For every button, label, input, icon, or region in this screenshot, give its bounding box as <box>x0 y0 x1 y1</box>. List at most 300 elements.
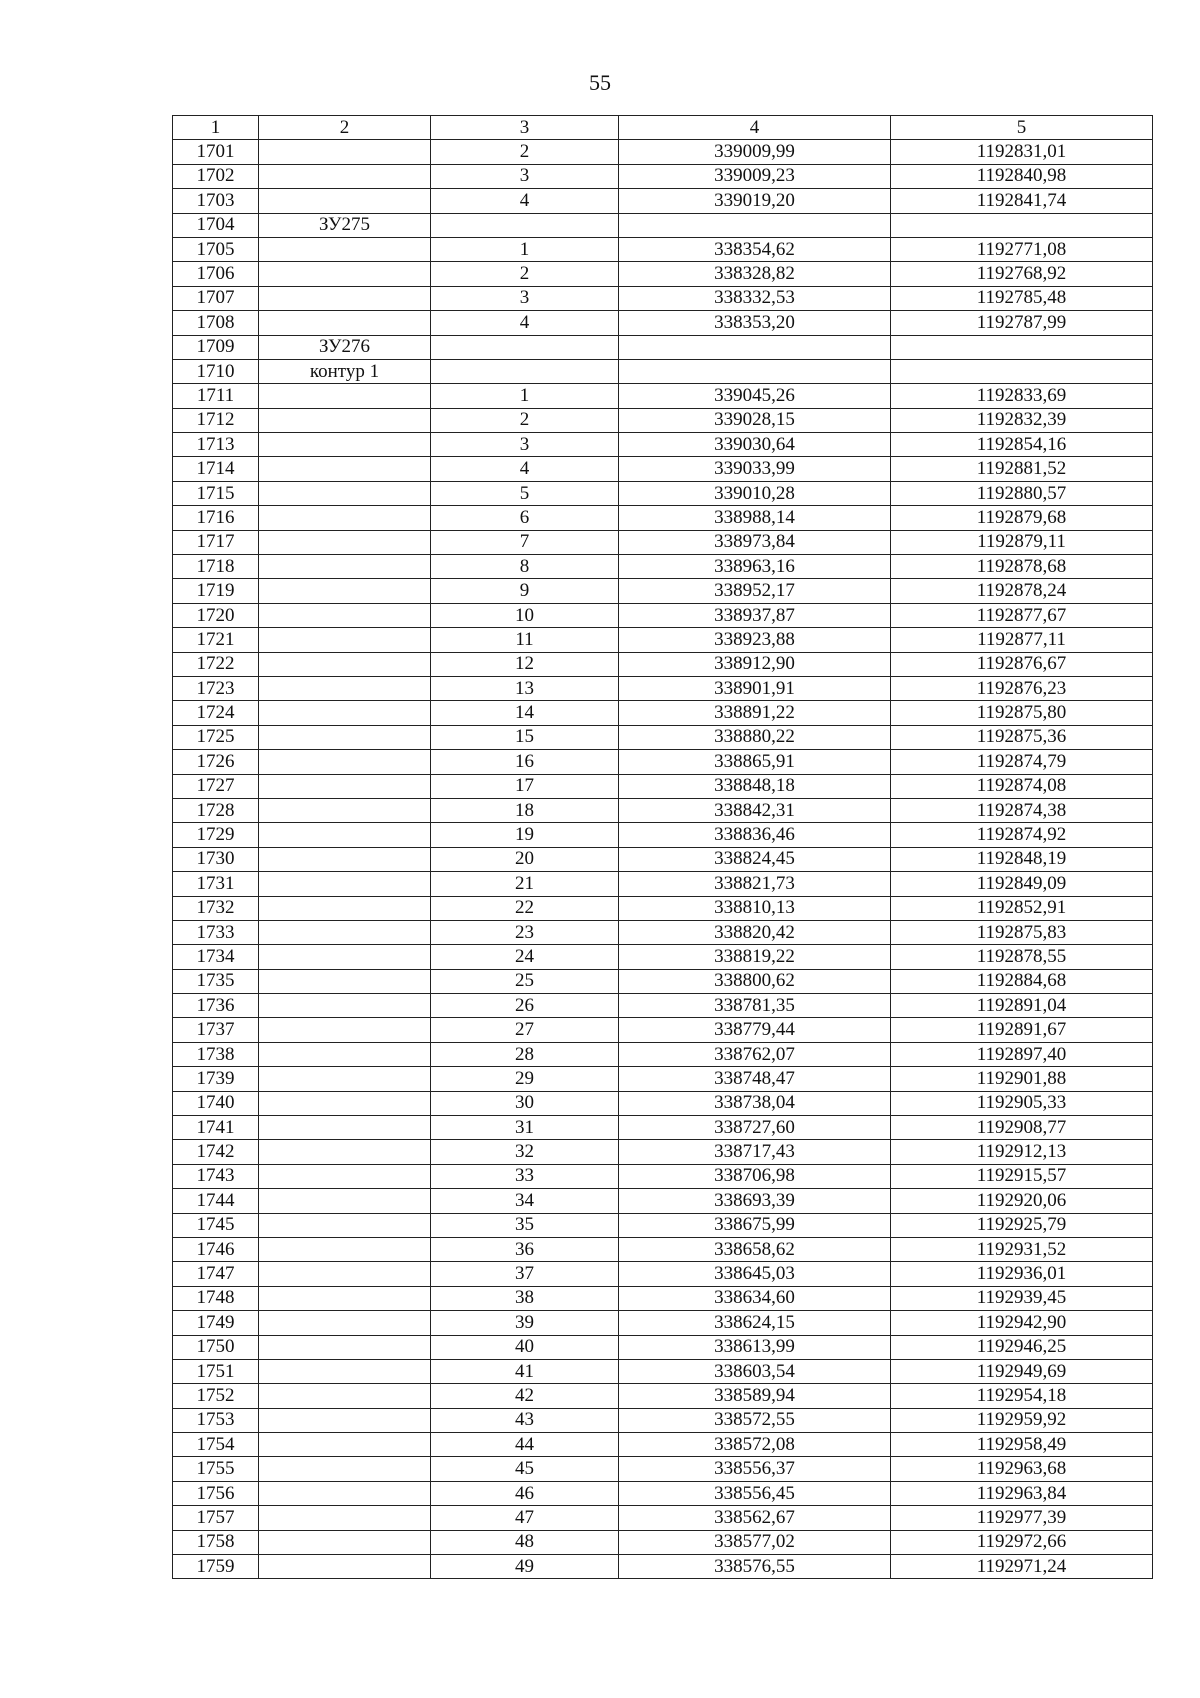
point-number-cell: 6 <box>431 506 619 530</box>
table-row <box>173 213 1153 237</box>
coordinate-y-cell <box>891 335 1153 359</box>
coordinate-y-cell: 1192878,68 <box>891 555 1153 579</box>
parcel-label-cell <box>259 1067 431 1091</box>
point-number-cell: 7 <box>431 530 619 554</box>
row-number-cell: 1754 <box>173 1433 259 1457</box>
coordinate-y-cell <box>891 213 1153 237</box>
point-number-cell: 48 <box>431 1530 619 1554</box>
table-row <box>173 1237 1153 1261</box>
coordinate-y-cell: 1192881,52 <box>891 457 1153 481</box>
parcel-label-cell <box>259 311 431 335</box>
table-row <box>173 725 1153 749</box>
parcel-label-cell <box>259 1213 431 1237</box>
coordinate-y-cell: 1192891,04 <box>891 994 1153 1018</box>
coordinate-y-cell: 1192832,39 <box>891 408 1153 432</box>
row-number-cell: 1726 <box>173 750 259 774</box>
point-number-cell: 29 <box>431 1067 619 1091</box>
point-number-cell: 40 <box>431 1335 619 1359</box>
row-number-cell: 1733 <box>173 920 259 944</box>
coordinate-y-cell: 1192931,52 <box>891 1237 1153 1261</box>
table-row <box>173 311 1153 335</box>
row-number-cell: 1708 <box>173 311 259 335</box>
table-row <box>173 140 1153 164</box>
parcel-label-cell <box>259 262 431 286</box>
point-number-cell: 30 <box>431 1091 619 1115</box>
parcel-label-cell <box>259 701 431 725</box>
coordinate-x-cell: 338645,03 <box>619 1262 891 1286</box>
parcel-label-cell <box>259 1042 431 1066</box>
row-number-cell: 1740 <box>173 1091 259 1115</box>
parcel-label-cell <box>259 481 431 505</box>
table-row <box>173 359 1153 383</box>
coordinate-y-cell: 1192879,11 <box>891 530 1153 554</box>
table-row <box>173 1091 1153 1115</box>
row-number-cell: 1722 <box>173 652 259 676</box>
coordinate-x-cell: 338354,62 <box>619 237 891 261</box>
point-number-cell <box>431 335 619 359</box>
parcel-label-cell <box>259 433 431 457</box>
coordinate-y-cell: 1192831,01 <box>891 140 1153 164</box>
table-row <box>173 189 1153 213</box>
point-number-cell: 41 <box>431 1359 619 1383</box>
point-number-cell: 2 <box>431 408 619 432</box>
coordinate-x-cell: 338624,15 <box>619 1311 891 1335</box>
point-number-cell: 22 <box>431 896 619 920</box>
coordinate-y-cell: 1192954,18 <box>891 1384 1153 1408</box>
parcel-label-cell <box>259 676 431 700</box>
point-number-cell: 4 <box>431 189 619 213</box>
parcel-label-cell <box>259 1384 431 1408</box>
coordinate-x-cell <box>619 359 891 383</box>
parcel-label-cell <box>259 847 431 871</box>
parcel-label-cell <box>259 1189 431 1213</box>
row-number-cell: 1736 <box>173 994 259 1018</box>
coordinate-y-cell: 1192915,57 <box>891 1164 1153 1188</box>
coordinate-y-cell: 1192949,69 <box>891 1359 1153 1383</box>
coordinate-y-cell: 1192876,67 <box>891 652 1153 676</box>
point-number-cell: 37 <box>431 1262 619 1286</box>
row-number-cell: 1715 <box>173 481 259 505</box>
coordinate-x-cell: 338353,20 <box>619 311 891 335</box>
table-row <box>173 823 1153 847</box>
coordinate-y-cell: 1192785,48 <box>891 286 1153 310</box>
coordinate-x-cell: 338556,45 <box>619 1481 891 1505</box>
coordinate-y-cell: 1192908,77 <box>891 1116 1153 1140</box>
parcel-label-cell <box>259 969 431 993</box>
row-number-cell: 1734 <box>173 945 259 969</box>
parcel-label-cell <box>259 1116 431 1140</box>
coordinate-x-cell: 338572,08 <box>619 1433 891 1457</box>
coordinate-x-cell: 339009,99 <box>619 140 891 164</box>
row-number-cell: 1712 <box>173 408 259 432</box>
parcel-label-cell <box>259 945 431 969</box>
table-row <box>173 701 1153 725</box>
coordinate-y-cell: 1192905,33 <box>891 1091 1153 1115</box>
point-number-cell: 4 <box>431 457 619 481</box>
parcel-label-cell <box>259 1311 431 1335</box>
parcel-label-cell <box>259 798 431 822</box>
coordinate-y-cell: 1192936,01 <box>891 1262 1153 1286</box>
row-number-cell: 1719 <box>173 579 259 603</box>
row-number-cell: 1744 <box>173 1189 259 1213</box>
point-number-cell <box>431 359 619 383</box>
row-number-cell: 1738 <box>173 1042 259 1066</box>
parcel-label-cell <box>259 1555 431 1579</box>
coordinate-x-cell: 339028,15 <box>619 408 891 432</box>
row-number-cell: 1755 <box>173 1457 259 1481</box>
coordinate-x-cell: 338824,45 <box>619 847 891 871</box>
table-row <box>173 1262 1153 1286</box>
row-number-cell: 1758 <box>173 1530 259 1554</box>
coordinate-y-cell: 1192852,91 <box>891 896 1153 920</box>
parcel-label-cell <box>259 750 431 774</box>
table-row <box>173 628 1153 652</box>
row-number-cell: 1723 <box>173 676 259 700</box>
column-header: 2 <box>259 116 431 140</box>
coordinate-x-cell: 338963,16 <box>619 555 891 579</box>
coordinate-x-cell: 338800,62 <box>619 969 891 993</box>
table-row <box>173 579 1153 603</box>
parcel-label-cell <box>259 140 431 164</box>
row-number-cell: 1720 <box>173 603 259 627</box>
coordinate-x-cell: 338603,54 <box>619 1359 891 1383</box>
point-number-cell: 28 <box>431 1042 619 1066</box>
row-number-cell: 1721 <box>173 628 259 652</box>
column-header: 3 <box>431 116 619 140</box>
row-number-cell: 1714 <box>173 457 259 481</box>
point-number-cell: 11 <box>431 628 619 652</box>
row-number-cell: 1711 <box>173 384 259 408</box>
coordinate-x-cell: 338328,82 <box>619 262 891 286</box>
parcel-label-cell <box>259 189 431 213</box>
parcel-label-cell <box>259 1457 431 1481</box>
point-number-cell: 34 <box>431 1189 619 1213</box>
table-row <box>173 262 1153 286</box>
coordinate-x-cell: 338842,31 <box>619 798 891 822</box>
coordinate-y-cell: 1192878,24 <box>891 579 1153 603</box>
coordinate-x-cell: 338891,22 <box>619 701 891 725</box>
table-row <box>173 335 1153 359</box>
parcel-label-cell <box>259 774 431 798</box>
parcel-label-cell <box>259 1506 431 1530</box>
table-row <box>173 1140 1153 1164</box>
coordinate-x-cell: 338821,73 <box>619 872 891 896</box>
table-row <box>173 286 1153 310</box>
coordinate-y-cell: 1192849,09 <box>891 872 1153 896</box>
table-row <box>173 1555 1153 1579</box>
point-number-cell: 5 <box>431 481 619 505</box>
table-row <box>173 1116 1153 1140</box>
table-row <box>173 676 1153 700</box>
coordinate-y-cell: 1192977,39 <box>891 1506 1153 1530</box>
table-row <box>173 237 1153 261</box>
coordinate-y-cell: 1192939,45 <box>891 1286 1153 1310</box>
coordinate-y-cell: 1192787,99 <box>891 311 1153 335</box>
table-body <box>173 140 1153 1579</box>
parcel-label-cell <box>259 530 431 554</box>
coordinate-x-cell: 338562,67 <box>619 1506 891 1530</box>
point-number-cell: 39 <box>431 1311 619 1335</box>
row-number-cell: 1737 <box>173 1018 259 1042</box>
coordinate-y-cell: 1192942,90 <box>891 1311 1153 1335</box>
row-number-cell: 1724 <box>173 701 259 725</box>
coordinate-y-cell: 1192874,79 <box>891 750 1153 774</box>
point-number-cell: 18 <box>431 798 619 822</box>
row-number-cell: 1709 <box>173 335 259 359</box>
coordinate-y-cell: 1192874,92 <box>891 823 1153 847</box>
coordinate-x-cell: 338912,90 <box>619 652 891 676</box>
coordinate-x-cell: 338577,02 <box>619 1530 891 1554</box>
coordinate-x-cell: 338973,84 <box>619 530 891 554</box>
coordinate-x-cell <box>619 213 891 237</box>
coordinate-y-cell: 1192879,68 <box>891 506 1153 530</box>
table-row <box>173 1335 1153 1359</box>
parcel-label-cell <box>259 1018 431 1042</box>
coordinate-x-cell: 339019,20 <box>619 189 891 213</box>
coordinate-x-cell: 338779,44 <box>619 1018 891 1042</box>
row-number-cell: 1702 <box>173 164 259 188</box>
row-number-cell: 1756 <box>173 1481 259 1505</box>
coordinate-y-cell: 1192840,98 <box>891 164 1153 188</box>
parcel-label-cell <box>259 872 431 896</box>
point-number-cell: 1 <box>431 237 619 261</box>
row-number-cell: 1741 <box>173 1116 259 1140</box>
coordinate-x-cell: 338880,22 <box>619 725 891 749</box>
coordinate-x-cell: 338658,62 <box>619 1237 891 1261</box>
table-row <box>173 1481 1153 1505</box>
table-row <box>173 164 1153 188</box>
coordinate-x-cell: 338332,53 <box>619 286 891 310</box>
table-row <box>173 994 1153 1018</box>
column-header: 4 <box>619 116 891 140</box>
point-number-cell: 20 <box>431 847 619 871</box>
row-number-cell: 1757 <box>173 1506 259 1530</box>
table-row <box>173 774 1153 798</box>
point-number-cell: 3 <box>431 164 619 188</box>
row-number-cell: 1749 <box>173 1311 259 1335</box>
table-row <box>173 506 1153 530</box>
coordinate-x-cell: 338675,99 <box>619 1213 891 1237</box>
coordinate-y-cell: 1192874,38 <box>891 798 1153 822</box>
coordinate-y-cell: 1192875,83 <box>891 920 1153 944</box>
row-number-cell: 1751 <box>173 1359 259 1383</box>
coordinate-y-cell: 1192771,08 <box>891 237 1153 261</box>
coordinate-x-cell <box>619 335 891 359</box>
coordinate-x-cell: 338727,60 <box>619 1116 891 1140</box>
coordinate-x-cell: 338572,55 <box>619 1408 891 1432</box>
table-row <box>173 1530 1153 1554</box>
coordinate-x-cell: 338717,43 <box>619 1140 891 1164</box>
coordinate-y-cell: 1192875,80 <box>891 701 1153 725</box>
table-row <box>173 555 1153 579</box>
point-number-cell: 3 <box>431 286 619 310</box>
point-number-cell: 49 <box>431 1555 619 1579</box>
table-row <box>173 481 1153 505</box>
parcel-label-cell: контур 1 <box>259 359 431 383</box>
coordinate-y-cell: 1192841,74 <box>891 189 1153 213</box>
parcel-label-cell <box>259 1140 431 1164</box>
table-row <box>173 603 1153 627</box>
row-number-cell: 1748 <box>173 1286 259 1310</box>
coordinate-y-cell: 1192958,49 <box>891 1433 1153 1457</box>
row-number-cell: 1759 <box>173 1555 259 1579</box>
table-row <box>173 945 1153 969</box>
point-number-cell: 21 <box>431 872 619 896</box>
coordinate-x-cell: 338810,13 <box>619 896 891 920</box>
table-row <box>173 847 1153 871</box>
table-row <box>173 1384 1153 1408</box>
coordinate-y-cell: 1192972,66 <box>891 1530 1153 1554</box>
row-number-cell: 1750 <box>173 1335 259 1359</box>
parcel-label-cell <box>259 384 431 408</box>
point-number-cell: 46 <box>431 1481 619 1505</box>
point-number-cell: 42 <box>431 1384 619 1408</box>
coordinate-x-cell: 338556,37 <box>619 1457 891 1481</box>
parcel-label-cell <box>259 1286 431 1310</box>
coordinate-x-cell: 338820,42 <box>619 920 891 944</box>
point-number-cell: 31 <box>431 1116 619 1140</box>
table-row <box>173 1506 1153 1530</box>
coordinate-y-cell: 1192884,68 <box>891 969 1153 993</box>
point-number-cell: 45 <box>431 1457 619 1481</box>
table-row <box>173 920 1153 944</box>
coordinate-y-cell: 1192768,92 <box>891 262 1153 286</box>
parcel-label-cell <box>259 457 431 481</box>
row-number-cell: 1716 <box>173 506 259 530</box>
row-number-cell: 1735 <box>173 969 259 993</box>
coordinate-y-cell: 1192959,92 <box>891 1408 1153 1432</box>
coordinate-y-cell: 1192877,11 <box>891 628 1153 652</box>
coordinate-y-cell: 1192901,88 <box>891 1067 1153 1091</box>
coordinate-x-cell: 338706,98 <box>619 1164 891 1188</box>
table-row <box>173 896 1153 920</box>
parcel-label-cell <box>259 1359 431 1383</box>
point-number-cell: 25 <box>431 969 619 993</box>
row-number-cell: 1703 <box>173 189 259 213</box>
table-row <box>173 969 1153 993</box>
coordinate-x-cell: 338576,55 <box>619 1555 891 1579</box>
coordinate-x-cell: 338819,22 <box>619 945 891 969</box>
row-number-cell: 1753 <box>173 1408 259 1432</box>
coordinate-y-cell: 1192848,19 <box>891 847 1153 871</box>
table-row <box>173 1311 1153 1335</box>
coordinate-x-cell: 338937,87 <box>619 603 891 627</box>
row-number-cell: 1710 <box>173 359 259 383</box>
point-number-cell: 9 <box>431 579 619 603</box>
row-number-cell: 1729 <box>173 823 259 847</box>
page-number: 55 <box>589 70 611 95</box>
coordinate-y-cell: 1192912,13 <box>891 1140 1153 1164</box>
table-row <box>173 433 1153 457</box>
point-number-cell: 8 <box>431 555 619 579</box>
point-number-cell: 2 <box>431 140 619 164</box>
coordinate-x-cell: 338865,91 <box>619 750 891 774</box>
point-number-cell <box>431 213 619 237</box>
table-row <box>173 1359 1153 1383</box>
table-row <box>173 1067 1153 1091</box>
point-number-cell: 38 <box>431 1286 619 1310</box>
coordinate-y-cell: 1192897,40 <box>891 1042 1153 1066</box>
coordinate-x-cell: 338693,39 <box>619 1189 891 1213</box>
parcel-label-cell: ЗУ275 <box>259 213 431 237</box>
coordinate-x-cell: 338901,91 <box>619 676 891 700</box>
parcel-label-cell <box>259 286 431 310</box>
point-number-cell: 47 <box>431 1506 619 1530</box>
coordinate-y-cell: 1192971,24 <box>891 1555 1153 1579</box>
row-number-cell: 1730 <box>173 847 259 871</box>
coordinate-x-cell: 338589,94 <box>619 1384 891 1408</box>
point-number-cell: 23 <box>431 920 619 944</box>
point-number-cell: 4 <box>431 311 619 335</box>
coordinate-x-cell: 338748,47 <box>619 1067 891 1091</box>
point-number-cell: 32 <box>431 1140 619 1164</box>
parcel-label-cell <box>259 652 431 676</box>
coordinate-y-cell: 1192880,57 <box>891 481 1153 505</box>
coordinate-x-cell: 338923,88 <box>619 628 891 652</box>
parcel-label-cell <box>259 1433 431 1457</box>
coordinate-x-cell: 339045,26 <box>619 384 891 408</box>
row-number-cell: 1705 <box>173 237 259 261</box>
table-row <box>173 652 1153 676</box>
row-number-cell: 1701 <box>173 140 259 164</box>
coordinate-x-cell: 339010,28 <box>619 481 891 505</box>
parcel-label-cell <box>259 1091 431 1115</box>
table-row <box>173 530 1153 554</box>
coordinate-y-cell: 1192854,16 <box>891 433 1153 457</box>
row-number-cell: 1732 <box>173 896 259 920</box>
coordinate-y-cell: 1192920,06 <box>891 1189 1153 1213</box>
coordinates-table <box>172 115 1153 1579</box>
parcel-label-cell <box>259 603 431 627</box>
point-number-cell: 36 <box>431 1237 619 1261</box>
table-row <box>173 1018 1153 1042</box>
coordinate-x-cell: 338848,18 <box>619 774 891 798</box>
point-number-cell: 3 <box>431 433 619 457</box>
coordinate-x-cell: 338836,46 <box>619 823 891 847</box>
point-number-cell: 10 <box>431 603 619 627</box>
coordinate-y-cell: 1192875,36 <box>891 725 1153 749</box>
coordinate-y-cell: 1192946,25 <box>891 1335 1153 1359</box>
row-number-cell: 1745 <box>173 1213 259 1237</box>
row-number-cell: 1707 <box>173 286 259 310</box>
parcel-label-cell <box>259 1481 431 1505</box>
coordinate-y-cell: 1192877,67 <box>891 603 1153 627</box>
table-row <box>173 750 1153 774</box>
parcel-label-cell <box>259 408 431 432</box>
parcel-label-cell <box>259 628 431 652</box>
row-number-cell: 1728 <box>173 798 259 822</box>
table-row <box>173 1042 1153 1066</box>
parcel-label-cell <box>259 994 431 1018</box>
point-number-cell: 35 <box>431 1213 619 1237</box>
parcel-label-cell <box>259 920 431 944</box>
coordinate-x-cell: 338781,35 <box>619 994 891 1018</box>
table-row <box>173 457 1153 481</box>
coordinate-x-cell: 338988,14 <box>619 506 891 530</box>
parcel-label-cell <box>259 896 431 920</box>
parcel-label-cell <box>259 237 431 261</box>
table-row <box>173 408 1153 432</box>
table-row <box>173 384 1153 408</box>
point-number-cell: 1 <box>431 384 619 408</box>
parcel-label-cell <box>259 579 431 603</box>
point-number-cell: 15 <box>431 725 619 749</box>
point-number-cell: 43 <box>431 1408 619 1432</box>
table-row <box>173 872 1153 896</box>
row-number-cell: 1739 <box>173 1067 259 1091</box>
table-row <box>173 1433 1153 1457</box>
parcel-label-cell <box>259 1237 431 1261</box>
